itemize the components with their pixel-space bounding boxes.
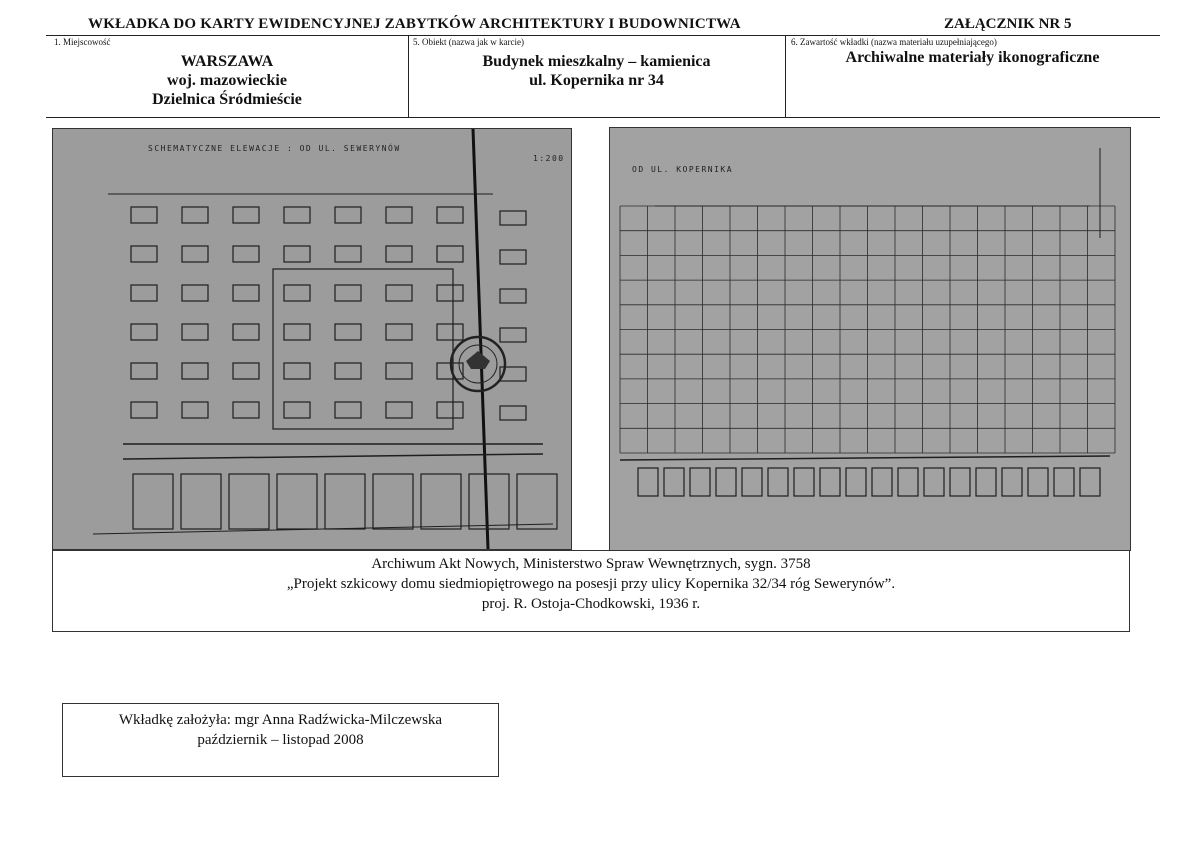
source-caption — [52, 550, 1130, 632]
archive-stamp — [451, 337, 505, 391]
document-title: WKŁADKA DO KARTY EWIDENCYJNEJ ZABYTKÓW ARCHITEKTURY I BUDOWNICTWA — [88, 16, 741, 32]
elevation-drawing-kopernika — [609, 127, 1131, 551]
object-type: Budynek mieszkalny – kamienica — [482, 53, 711, 70]
contents-type: Archiwalne materiały ikonograficzne — [845, 49, 1100, 66]
caption-archive: Archiwum Akt Nowych, Ministerstwo Spraw Wewnętrznych, sygn. 3758 — [371, 556, 811, 572]
elevation-drawing-seweryny — [52, 128, 572, 550]
object-value — [408, 52, 785, 90]
annex-number: ZAŁĄCZNIK NR 5 — [944, 16, 1072, 32]
drawing-inscription-right: OD UL. KOPERNIKA — [632, 165, 734, 174]
author-date: październik – listopad 2008 — [197, 732, 364, 748]
locality-city: WARSZAWA — [180, 53, 274, 70]
caption-architect: proj. R. Ostoja-Chodkowski, 1936 r. — [481, 596, 701, 612]
locality-value — [46, 52, 408, 109]
locality-district: Dzielnica Śródmieście — [152, 91, 302, 108]
header-top-rule — [46, 35, 1160, 36]
locality-voivodeship: woj. mazowieckie — [167, 72, 287, 89]
drawing-scale: 1:200 — [533, 154, 565, 163]
header-bottom-rule — [46, 117, 1160, 118]
contents-label: 6. Zawartość wkładki (nazwa materiału uzupełniającego) — [791, 37, 997, 47]
object-address: ul. Kopernika nr 34 — [529, 72, 664, 89]
contents-value — [785, 48, 1160, 67]
locality-label: 1. Miejscowość — [54, 37, 111, 47]
caption-project-title: „Projekt szkicowy domu siedmiopiętrowego na posesji przy ulicy Kopernika 32/34 róg Sewerynów”. — [286, 576, 896, 592]
author-name: Wkładkę założyła: mgr Anna Radźwicka-Milczewska — [118, 712, 443, 728]
elevation-drawing-kopernika-svg — [610, 128, 1130, 550]
elevation-drawing-seweryny-svg — [53, 129, 571, 549]
drawing-inscription-left: SCHEMATYCZNE ELEWACJE : OD UL. SEWERYNÓW — [148, 144, 401, 153]
author-box — [62, 703, 499, 777]
object-label: 5. Obiekt (nazwa jak w karcie) — [413, 37, 524, 47]
